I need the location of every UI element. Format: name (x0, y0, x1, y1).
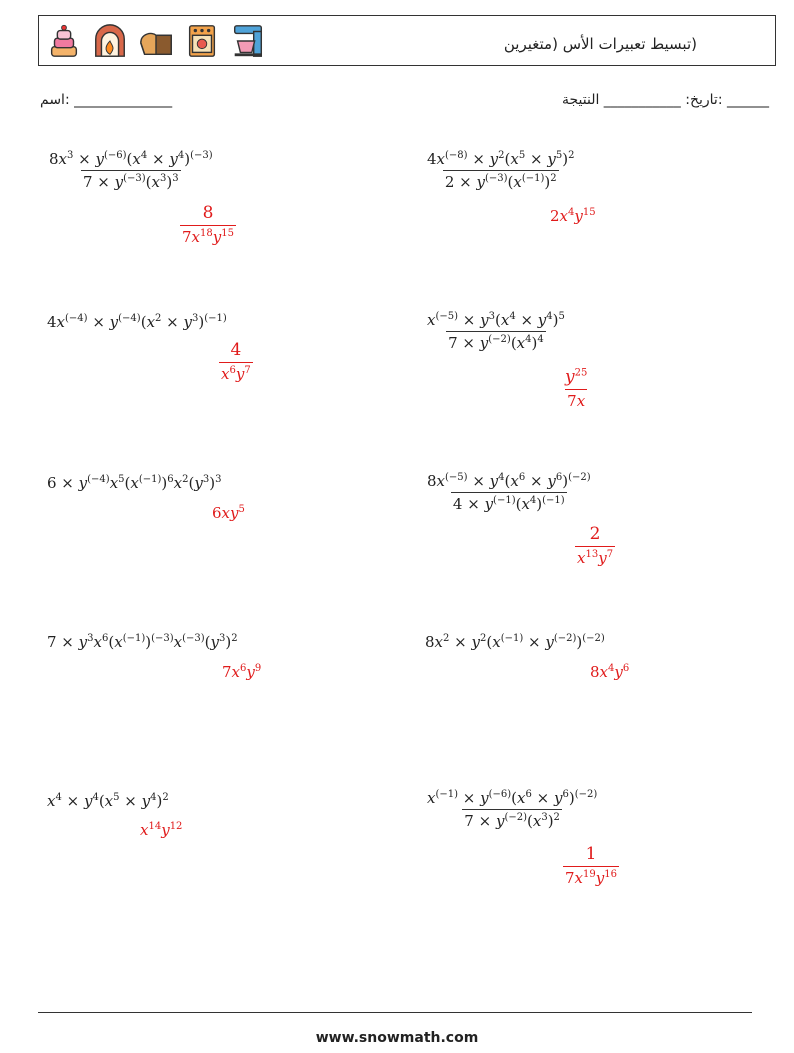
answer-9: $x^{14}y^{12}$ (140, 821, 183, 839)
answer-2: $2x^4y^{15}$ (550, 207, 596, 225)
worksheet-title: (تبسيط تعبيرات الأس (متغيرين (503, 35, 697, 53)
answer-3: $\frac{4}{x^6y^7}$ (221, 340, 251, 383)
footer-site-link[interactable]: www.snowmath.com (315, 1030, 479, 1046)
problem-8: $8x^2 \times y^2(x^{(-1)} \times y^{(-2)})^{(-2)}$ (425, 633, 605, 651)
answer-8: $8x^4y^6$ (590, 663, 630, 681)
answer-4: $\frac{y^{25}}{7x}$ (565, 367, 588, 410)
fireplace-icon (91, 22, 129, 60)
answer-7: $7x^6y^9$ (222, 663, 262, 681)
header-box (38, 15, 776, 66)
answer-6: $\frac{2}{x^{13}y^7}$ (577, 524, 614, 567)
problem-10: $\frac{x^{(-1)} \times y^{(-6)}(x^6 \times y^6)^{(-2)}}{7 \times y^{(-2)}(x^3)^2}$ (427, 789, 598, 830)
mixer-icon (229, 22, 267, 60)
problem-3: $4x^{(-4)} \times y^{(-4)}(x^2 \times y^3)^{(-1)}$ (47, 313, 227, 331)
problem-6: $\frac{8x^{(-5)} \times y^4(x^6 \times y^6)^{(-2)}}{4 \times y^{(-1)}(x^4)^{(-1)}}$ (427, 472, 591, 513)
cake-icon (45, 22, 83, 60)
problem-4: $\frac{x^{(-5)} \times y^3(x^4 \times y^4)^5}{7 \times y^{(-2)}(x^4)^4}$ (427, 311, 565, 352)
problem-1: $\frac{8x^3 \times y^{(-6)}(x^4 \times y^4)^{(-3)}}{7 \times y^{(-3)}(x^3)^3}$ (49, 150, 213, 191)
bread-icon (137, 22, 175, 60)
problem-9: $x^4 \times y^4(x^5 \times y^4)^2$ (47, 792, 169, 810)
problem-5: $6 \times y^{(-4)}x^5(x^{(-1)})^6x^2(y^3)^3$ (47, 474, 222, 492)
oven-icon (183, 22, 221, 60)
answer-10: $\frac{1}{7x^{19}y^{16}}$ (565, 844, 617, 887)
answer-5: $6xy^5$ (212, 504, 245, 522)
footer-divider (38, 1012, 752, 1013)
answer-1: $\frac{8}{7x^{18}y^{15}}$ (182, 203, 234, 246)
name-field-label: ______________ :اسم (40, 92, 173, 108)
problem-7: $7 \times y^3x^6(x^{(-1)})^{(-3)}x^{(-3)}(y^3)^2$ (47, 633, 238, 651)
date-result-field-label: ______ :تاريخ: ___________ النتيجة (561, 92, 769, 108)
problem-2: $\frac{4x^{(-8)} \times y^2(x^5 \times y^5)^2}{2 \times y^{(-3)}(x^{(-1)})^2}$ (427, 150, 575, 191)
icon-strip (45, 22, 267, 60)
